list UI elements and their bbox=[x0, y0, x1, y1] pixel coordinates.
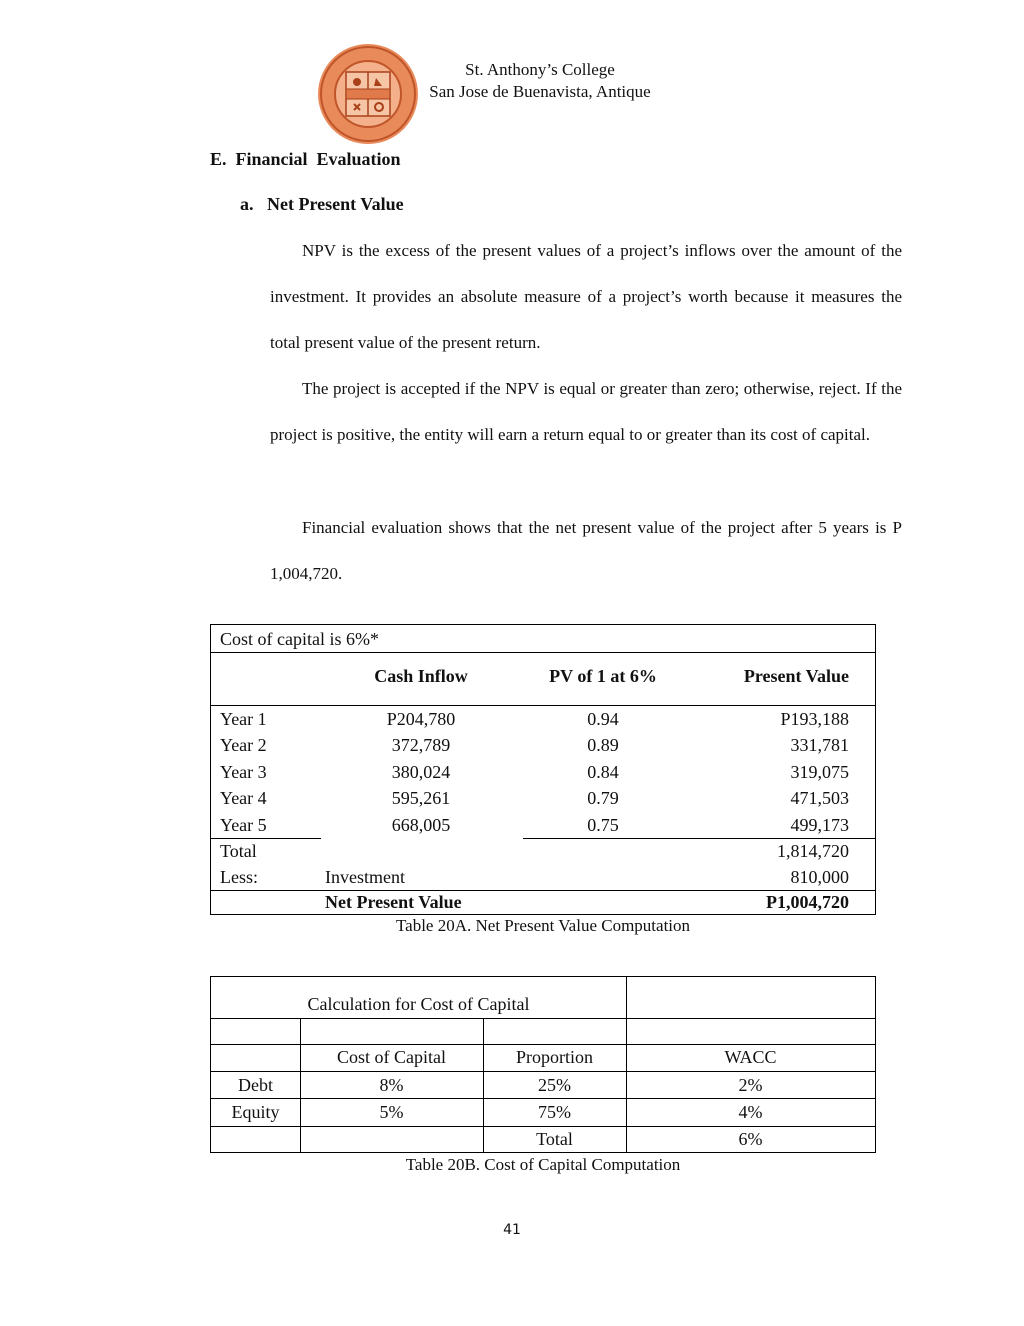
divider bbox=[523, 838, 875, 839]
row-label: Year 5 bbox=[220, 815, 267, 835]
college-name: St. Anthony’s College bbox=[465, 60, 615, 79]
row-value: P193,188 bbox=[780, 709, 849, 729]
divider bbox=[211, 838, 321, 839]
row-value: 331,781 bbox=[790, 735, 849, 755]
row-proportion: 75% bbox=[538, 1102, 571, 1122]
divider bbox=[211, 1044, 875, 1045]
paragraph-acceptance-rule bbox=[270, 366, 902, 458]
investment-value: 810,000 bbox=[790, 867, 849, 887]
table-a-caption: Table 20A. Net Present Value Computation bbox=[395, 916, 691, 935]
row-cost: 5% bbox=[379, 1102, 404, 1122]
row-inflow: 668,005 bbox=[391, 815, 451, 835]
header-wacc: WACC bbox=[724, 1047, 777, 1067]
npv-table bbox=[210, 624, 876, 915]
subsection-heading: a. Net Present Value bbox=[240, 194, 404, 214]
row-pv: 0.94 bbox=[587, 709, 619, 729]
college-address: San Jose de Buenavista, Antique bbox=[429, 82, 651, 101]
paragraph-npv-definition-text: NPV is the excess of the present values of a project’s inflows over the amount of the investment. It provides an absolute measure of a project’s worth because it measures the total present value of the present return. bbox=[270, 241, 902, 352]
divider bbox=[211, 1098, 875, 1099]
divider bbox=[211, 1126, 875, 1127]
less-label: Less: bbox=[220, 867, 258, 887]
row-inflow: P204,780 bbox=[386, 709, 456, 729]
row-pv: 0.89 bbox=[587, 735, 619, 755]
header-pv-factor: PV of 1 at 6% bbox=[549, 666, 657, 686]
section-heading: E. Financial Evaluation bbox=[210, 149, 401, 169]
row-value: 471,503 bbox=[790, 788, 849, 808]
row-proportion: 25% bbox=[538, 1075, 571, 1095]
row-inflow: 380,024 bbox=[391, 762, 451, 782]
total-label: Total bbox=[220, 841, 257, 861]
row-wacc: 2% bbox=[738, 1075, 763, 1095]
paragraph-acceptance-rule-text: The project is accepted if the NPV is equal or greater than zero; otherwise, reject. If the project is positive, the entity will earn a return equal to or greater than its cost of capital. bbox=[270, 379, 902, 444]
divider bbox=[211, 1018, 875, 1019]
row-value: 319,075 bbox=[790, 762, 849, 782]
paragraph-evaluation-result bbox=[270, 505, 902, 597]
divider bbox=[211, 705, 875, 706]
row-pv: 0.84 bbox=[587, 762, 619, 782]
header-cost-of-capital: Cost of Capital bbox=[337, 1047, 446, 1067]
total-label: Total bbox=[536, 1129, 573, 1149]
table-b-caption: Table 20B. Cost of Capital Computation bbox=[405, 1155, 681, 1174]
cost-table-title: Calculation for Cost of Capital bbox=[307, 994, 530, 1014]
row-label: Year 3 bbox=[220, 762, 267, 782]
paragraph-evaluation-result-text: Financial evaluation shows that the net present value of the project after 5 years is P 1,004,720. bbox=[270, 518, 902, 583]
npv-label: Net Present Value bbox=[325, 892, 462, 912]
row-pv: 0.79 bbox=[587, 788, 619, 808]
row-inflow: 372,789 bbox=[391, 735, 451, 755]
row-wacc: 4% bbox=[738, 1102, 763, 1122]
row-value: 499,173 bbox=[790, 815, 849, 835]
header-proportion: Proportion bbox=[515, 1047, 593, 1067]
investment-label: Investment bbox=[325, 867, 405, 887]
row-cost: 8% bbox=[379, 1075, 404, 1095]
page-number: 41 bbox=[503, 1222, 521, 1238]
divider bbox=[211, 652, 875, 653]
divider bbox=[211, 1071, 875, 1072]
divider bbox=[211, 890, 875, 891]
total-value: 1,814,720 bbox=[777, 841, 849, 861]
total-wacc: 6% bbox=[738, 1129, 763, 1149]
cost-of-capital-table bbox=[210, 976, 876, 1153]
row-label: Year 1 bbox=[220, 709, 267, 729]
header-present-value: Present Value bbox=[743, 666, 849, 686]
paragraph-npv-definition bbox=[270, 228, 902, 366]
row-pv: 0.75 bbox=[587, 815, 619, 835]
row-inflow: 595,261 bbox=[391, 788, 451, 808]
row-label: Debt bbox=[238, 1075, 273, 1095]
row-label: Equity bbox=[231, 1102, 280, 1122]
header-cash-inflow: Cash Inflow bbox=[374, 666, 468, 686]
npv-table-title: Cost of capital is 6%* bbox=[220, 629, 379, 649]
npv-value: P1,004,720 bbox=[766, 892, 849, 912]
row-label: Year 2 bbox=[220, 735, 267, 755]
row-label: Year 4 bbox=[220, 788, 267, 808]
